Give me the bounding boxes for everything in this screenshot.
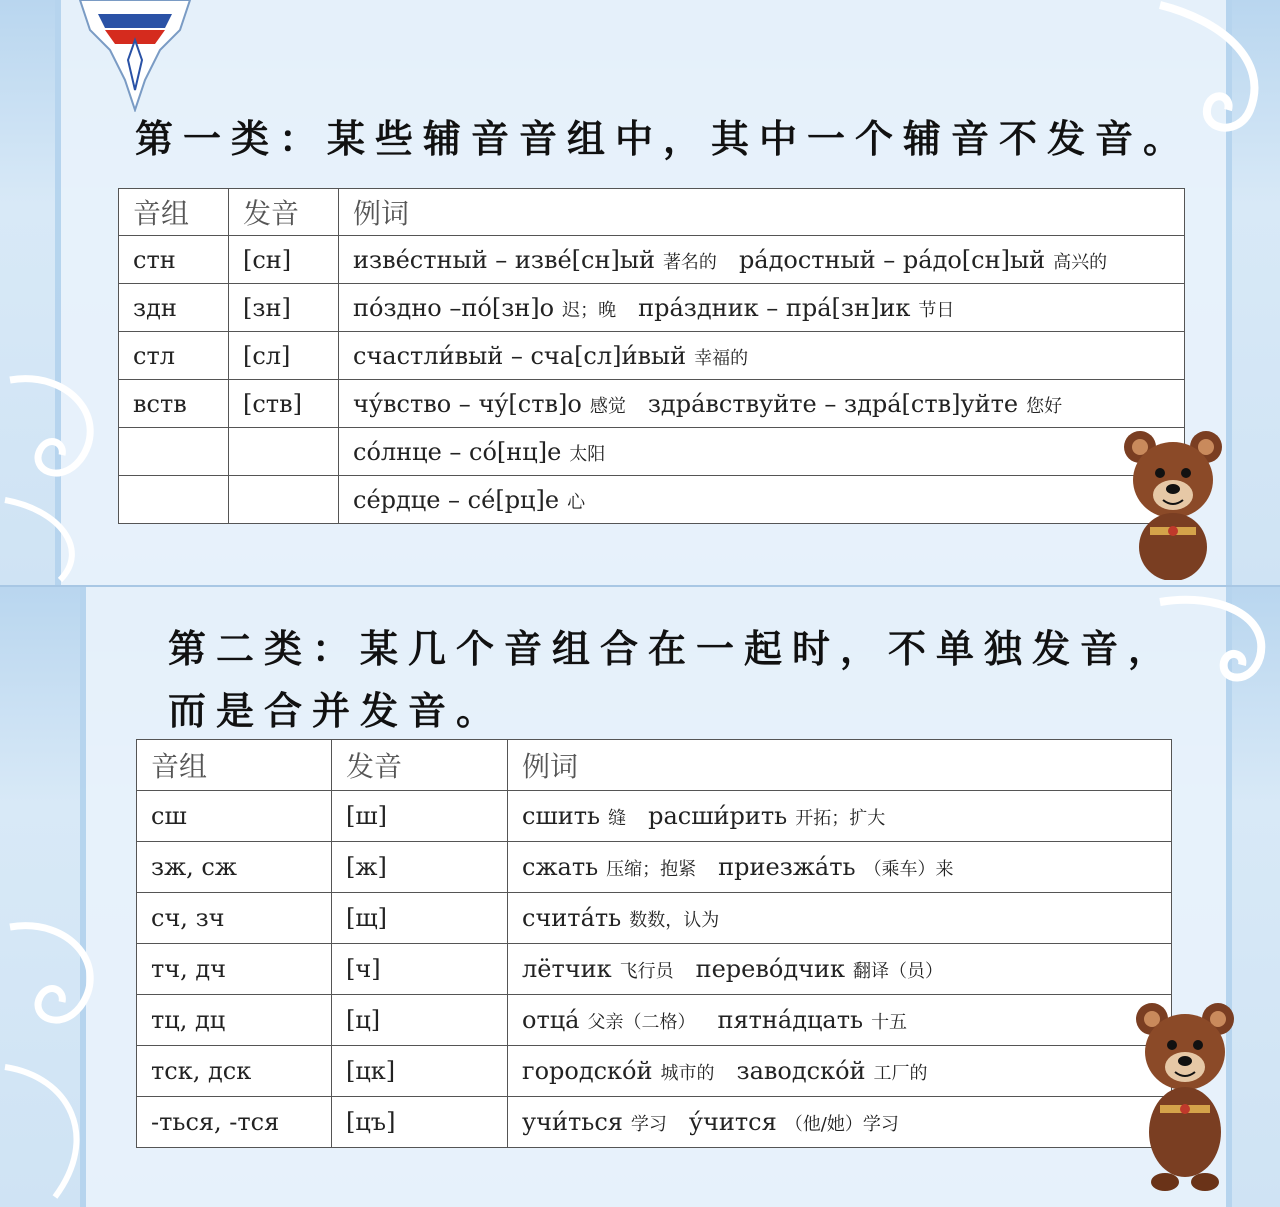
group-cell: -ться, -тся: [137, 1097, 332, 1148]
example-word: приезжа́ть: [718, 853, 856, 881]
header-examples: 例词: [508, 740, 1172, 791]
example-gloss: （乘车）来: [863, 859, 954, 880]
example-word: чу́вство – чу́[ств]о: [353, 389, 582, 418]
examples-cell: [339, 428, 1185, 476]
table-row: [137, 944, 1172, 995]
header-group: 音组: [137, 740, 332, 791]
sound-cell: [сн]: [229, 236, 339, 284]
examples-cell: [339, 476, 1185, 524]
section2-heading-line2: 而是合并发音。: [168, 689, 505, 733]
examples-cell: [508, 791, 1172, 842]
russian-emblem-icon: [60, 0, 210, 112]
sound-cell: [229, 428, 339, 476]
example-gloss: 城市的: [660, 1063, 715, 1084]
group-cell: тч, дч: [137, 944, 332, 995]
sound-cell: [сл]: [229, 332, 339, 380]
slide-1: [0, 0, 1280, 585]
group-cell: тск, дск: [137, 1046, 332, 1097]
table-row: [119, 236, 1185, 284]
example-gloss: 感觉: [589, 395, 626, 417]
example-gloss: 父亲（二格）: [587, 1012, 696, 1033]
table-row: [119, 476, 1185, 524]
group-cell: зж, сж: [137, 842, 332, 893]
examples-cell: [339, 284, 1185, 332]
table-row: [137, 1097, 1172, 1148]
example-word: отца́: [522, 1006, 580, 1034]
example-gloss: 开拓；扩大: [795, 808, 886, 829]
sound-cell: [ств]: [229, 380, 339, 428]
example-word: учи́ться: [522, 1108, 623, 1136]
example-word: по́здно –по́[зн]о: [353, 293, 555, 322]
consonant-table-2: [136, 739, 1172, 1148]
example-gloss: 您好: [1026, 395, 1063, 417]
example-gloss: 缝: [608, 808, 627, 829]
example-gloss: 幸福的: [694, 347, 749, 369]
table-row: [119, 380, 1185, 428]
example-word: пятна́дцать: [717, 1006, 864, 1034]
table-row: [137, 842, 1172, 893]
group-cell: вств: [119, 380, 229, 428]
group-cell: стл: [119, 332, 229, 380]
group-cell: сч, зч: [137, 893, 332, 944]
example-gloss: 迟；晚: [562, 299, 617, 321]
example-gloss: 节日: [918, 299, 955, 321]
sound-cell: [ж]: [332, 842, 508, 893]
sound-cell: [ч]: [332, 944, 508, 995]
example-word: сжать: [522, 853, 599, 881]
examples-cell: [508, 944, 1172, 995]
sound-cell: [зн]: [229, 284, 339, 332]
examples-cell: [339, 380, 1185, 428]
bear-mascot-icon: [1118, 425, 1228, 580]
example-word: се́рдце – се́[рц]е: [353, 485, 560, 514]
group-cell: стн: [119, 236, 229, 284]
example-gloss: 著名的: [662, 251, 717, 273]
table-row: [137, 1046, 1172, 1097]
sound-cell: [цъ]: [332, 1097, 508, 1148]
table-row: [137, 995, 1172, 1046]
bear-mascot-icon: [1130, 997, 1240, 1197]
example-word: здра́вствуйте – здра́[ств]уйте: [647, 389, 1019, 418]
example-word: городско́й: [522, 1057, 653, 1085]
example-gloss: 工厂的: [873, 1063, 928, 1084]
examples-cell: [339, 332, 1185, 380]
section1-heading: 第一类：某些辅音音组中，其中一个辅音不发音。: [135, 117, 1192, 161]
example-word: со́лнце – со́[нц]е: [353, 437, 562, 466]
examples-cell: [508, 893, 1172, 944]
sound-cell: [цк]: [332, 1046, 508, 1097]
swirl-ornament-icon: [0, 907, 120, 1207]
example-gloss: 太阳: [569, 443, 606, 465]
group-cell: здн: [119, 284, 229, 332]
example-word: сшить: [522, 802, 601, 830]
examples-cell: [508, 1046, 1172, 1097]
table-row: [119, 284, 1185, 332]
examples-cell: [508, 1097, 1172, 1148]
sound-cell: [229, 476, 339, 524]
section2-heading-line1: 第二类：某几个音组合在一起时，不单独发音，: [168, 627, 1177, 671]
header-group: 音组: [119, 189, 229, 236]
example-word: пра́здник – пра́[зн]ик: [638, 293, 911, 322]
consonant-table-1: [118, 188, 1185, 524]
sound-cell: [щ]: [332, 893, 508, 944]
example-word: перево́дчик: [695, 955, 845, 983]
example-word: счастли́вый – сча[сл]и́вый: [353, 341, 687, 370]
example-word: расши́рить: [648, 802, 788, 830]
examples-cell: [508, 842, 1172, 893]
example-word: изве́стный – изве́[сн]ый: [353, 245, 655, 274]
group-cell: тц, дц: [137, 995, 332, 1046]
example-gloss: 飞行员: [619, 961, 674, 982]
example-word: ра́достный – ра́до[сн]ый: [738, 245, 1046, 274]
examples-cell: [339, 236, 1185, 284]
table-row: [137, 791, 1172, 842]
table-row: [119, 428, 1185, 476]
examples-cell: [508, 995, 1172, 1046]
sound-cell: [ш]: [332, 791, 508, 842]
swirl-ornament-icon: [0, 360, 120, 585]
example-gloss: 翻译（员）: [852, 961, 943, 982]
header-sound: 发音: [229, 189, 339, 236]
sound-cell: [ц]: [332, 995, 508, 1046]
example-gloss: 压缩；抱紧: [606, 859, 697, 880]
example-word: у́чится: [688, 1108, 777, 1136]
example-gloss: 数数，认为: [629, 910, 720, 931]
group-cell: [119, 476, 229, 524]
table-header-row: [119, 189, 1185, 236]
example-word: лётчик: [522, 955, 612, 983]
table-header-row: [137, 740, 1172, 791]
example-word: счита́ть: [522, 904, 622, 932]
example-gloss: 心: [567, 491, 586, 513]
table-row: [119, 332, 1185, 380]
group-cell: [119, 428, 229, 476]
example-word: заводско́й: [736, 1057, 866, 1085]
header-sound: 发音: [332, 740, 508, 791]
example-gloss: 学习: [630, 1114, 667, 1135]
example-gloss: 高兴的: [1053, 251, 1108, 273]
group-cell: сш: [137, 791, 332, 842]
table-row: [137, 893, 1172, 944]
example-gloss: 十五: [871, 1012, 908, 1033]
slide-2: [0, 585, 1280, 1207]
header-examples: 例词: [339, 189, 1185, 236]
example-gloss: （他/她）学习: [784, 1114, 899, 1135]
